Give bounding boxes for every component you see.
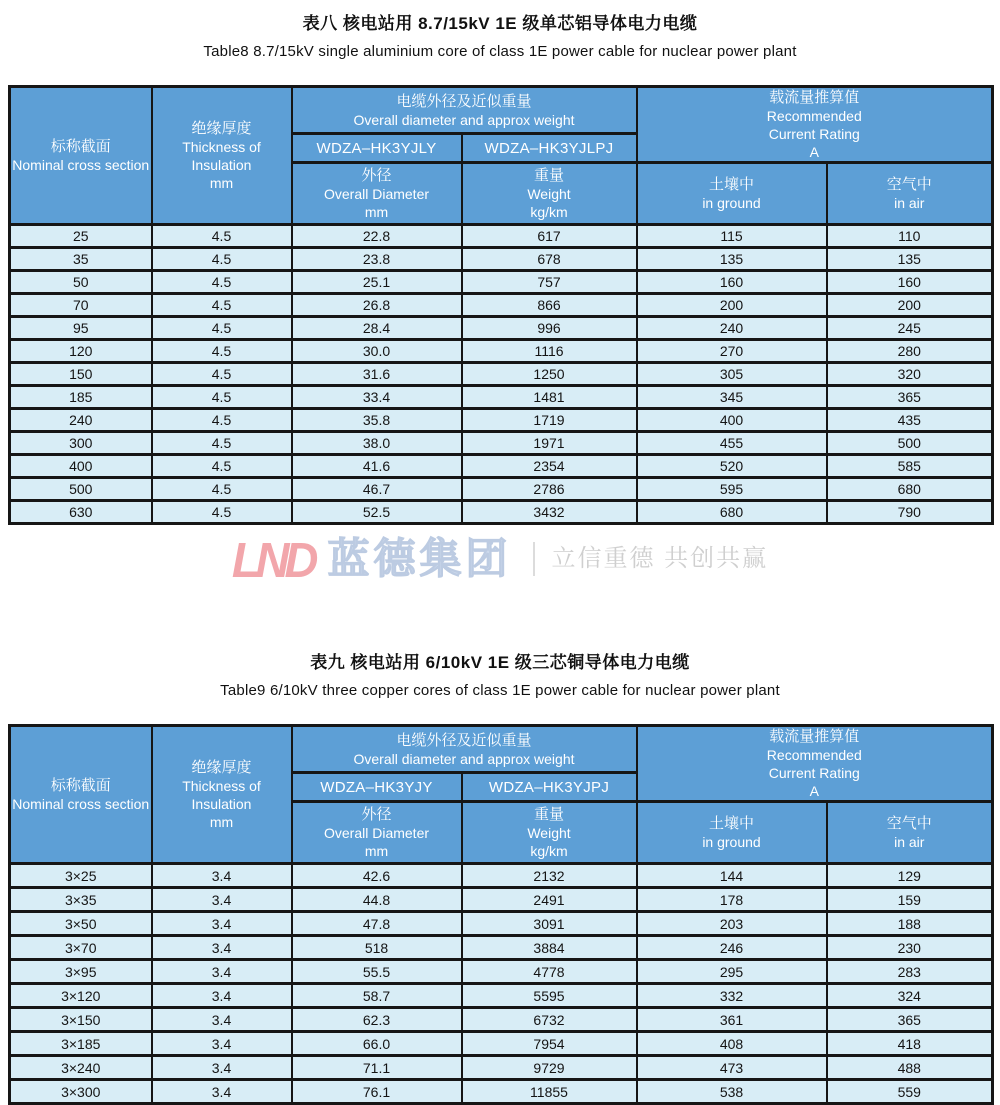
table-cell: 680 [827, 478, 993, 501]
company-logo [0, 529, 1000, 589]
table-cell: 400 [637, 409, 827, 432]
table-cell: 3×25 [10, 864, 152, 888]
table-cell: 135 [637, 248, 827, 271]
table-cell: 3.4 [152, 1080, 292, 1104]
table-cell: 11855 [462, 1080, 637, 1104]
header-diameter-en: Overall Diameter [323, 186, 430, 202]
header-diameter-weight-group [292, 726, 637, 773]
table-cell: 757 [462, 271, 637, 294]
table-cell: 50 [10, 271, 152, 294]
table-row [10, 984, 993, 1008]
header-weight-en: Weight [527, 186, 571, 202]
table-cell: 4.5 [152, 363, 292, 386]
table-cell: 246 [637, 936, 827, 960]
table-cell: 3.4 [152, 984, 292, 1008]
table-cell: 4.5 [152, 478, 292, 501]
header-weight-zh: 重量 [534, 806, 565, 823]
table-row [10, 317, 993, 340]
table-cell: 295 [637, 960, 827, 984]
table-row [10, 455, 993, 478]
header-cr-unit: A [809, 783, 819, 799]
table-cell: 790 [827, 501, 993, 524]
table-cell: 866 [462, 294, 637, 317]
table-cell: 418 [827, 1032, 993, 1056]
table-cell: 500 [10, 478, 152, 501]
table-cell: 3×240 [10, 1056, 152, 1080]
table-cell: 4.5 [152, 294, 292, 317]
table-row [10, 248, 993, 271]
table-cell: 26.8 [292, 294, 462, 317]
header-in-ground [637, 802, 827, 864]
table-cell: 2132 [462, 864, 637, 888]
header-dw-en: Overall diameter and approx weight [353, 750, 575, 767]
table-cell: 1719 [462, 409, 637, 432]
table-cell: 320 [827, 363, 993, 386]
header-in-air [827, 163, 993, 225]
header-dw-en: Overall diameter and approx weight [353, 111, 575, 128]
header-air-en: in air [894, 834, 925, 850]
table-cell: 22.8 [292, 225, 462, 248]
table-cell: 300 [10, 432, 152, 455]
table-cell: 41.6 [292, 455, 462, 478]
table9-body [10, 864, 993, 1104]
table-cell: 33.4 [292, 386, 462, 409]
table-cell: 3884 [462, 936, 637, 960]
table-cell: 31.6 [292, 363, 462, 386]
table-cell: 240 [637, 317, 827, 340]
header-air-en: in air [894, 195, 925, 211]
table-row [10, 1080, 993, 1104]
header-nominal-zh: 标称截面 [50, 138, 111, 155]
table-cell: 3.4 [152, 1032, 292, 1056]
table-cell: 3×35 [10, 888, 152, 912]
table-row [10, 386, 993, 409]
table-cell: 55.5 [292, 960, 462, 984]
table-cell: 38.0 [292, 432, 462, 455]
table8-header [10, 87, 993, 225]
table-cell: 4.5 [152, 271, 292, 294]
table-cell: 200 [637, 294, 827, 317]
table-cell: 365 [827, 1008, 993, 1032]
header-in-air [827, 802, 993, 864]
table-cell: 58.7 [292, 984, 462, 1008]
table9-title-zh: 表九 核电站用 6/10kV 1E 级三芯铜导体电力电缆 [310, 653, 690, 672]
table-row [10, 1008, 993, 1032]
table-row [10, 340, 993, 363]
company-tagline: 立信重德 共创共赢 [551, 545, 769, 572]
header-current-rating-group [637, 87, 993, 163]
header-cr-en2: Current Rating [768, 126, 860, 142]
header-insulation-thickness [152, 87, 292, 225]
table-cell: 3.4 [152, 888, 292, 912]
table-cell: 159 [827, 888, 993, 912]
table-cell: 150 [10, 363, 152, 386]
table-cell: 245 [827, 317, 993, 340]
table-cell: 365 [827, 386, 993, 409]
header-weight-zh: 重量 [534, 167, 565, 184]
header-air-zh: 空气中 [886, 815, 932, 832]
table9-title-en: Table9 6/10kV three copper cores of class 1E power cable for nuclear power plant [220, 682, 780, 699]
header-overall-diameter [292, 802, 462, 864]
logo-divider [533, 542, 535, 576]
header-diameter-zh: 外径 [361, 167, 392, 184]
header-cr-zh: 载流量推算值 [769, 89, 860, 106]
table-cell: 2491 [462, 888, 637, 912]
table-cell: 435 [827, 409, 993, 432]
table-row [10, 1032, 993, 1056]
table-cell: 280 [827, 340, 993, 363]
table-cell: 178 [637, 888, 827, 912]
table-cell: 135 [827, 248, 993, 271]
header-weight [462, 163, 637, 225]
header-insulation-zh: 绝缘厚度 [191, 120, 252, 137]
table-cell: 185 [10, 386, 152, 409]
table-cell: 3×300 [10, 1080, 152, 1104]
header-diameter-weight-group [292, 87, 637, 134]
table-cell: 28.4 [292, 317, 462, 340]
table-cell: 3.4 [152, 936, 292, 960]
table-cell: 240 [10, 409, 152, 432]
table-cell: 3×185 [10, 1032, 152, 1056]
table-cell: 595 [637, 478, 827, 501]
table-cell: 473 [637, 1056, 827, 1080]
table8-title-zh: 表八 核电站用 8.7/15kV 1E 级单芯铝导体电力电缆 [302, 14, 698, 33]
table-cell: 520 [637, 455, 827, 478]
table-cell: 3.4 [152, 864, 292, 888]
table-row [10, 225, 993, 248]
header-dw-zh: 电缆外径及近似重量 [396, 92, 532, 110]
table-cell: 3091 [462, 912, 637, 936]
table-cell: 678 [462, 248, 637, 271]
header-cr-unit: A [809, 144, 819, 160]
table9-spec-table [8, 724, 994, 1105]
header-ground-zh: 土壤中 [709, 176, 755, 193]
header-model-weight: WDZA–HK3YJLPJ [462, 134, 637, 163]
table-cell: 62.3 [292, 1008, 462, 1032]
table-cell: 95 [10, 317, 152, 340]
table-cell: 283 [827, 960, 993, 984]
table-cell: 4.5 [152, 501, 292, 524]
table-cell: 52.5 [292, 501, 462, 524]
header-diameter-en: Overall Diameter [323, 825, 430, 841]
table-cell: 71.1 [292, 1056, 462, 1080]
table-cell: 488 [827, 1056, 993, 1080]
table9-header [10, 726, 993, 864]
table-cell: 46.7 [292, 478, 462, 501]
header-model-weight: WDZA–HK3YJPJ [462, 773, 637, 802]
table-cell: 66.0 [292, 1032, 462, 1056]
header-insulation-thickness [152, 726, 292, 864]
header-model-diameter: WDZA–HK3YJLY [292, 134, 462, 163]
table-cell: 4.5 [152, 317, 292, 340]
table-cell: 400 [10, 455, 152, 478]
header-weight-unit: kg/km [530, 204, 568, 220]
table-row [10, 432, 993, 455]
table-cell: 500 [827, 432, 993, 455]
table-cell: 25 [10, 225, 152, 248]
table-cell: 4.5 [152, 455, 292, 478]
table-cell: 70 [10, 294, 152, 317]
header-model-diameter: WDZA–HK3YJY [292, 773, 462, 802]
header-insulation-unit: mm [209, 814, 234, 830]
table-cell: 4778 [462, 960, 637, 984]
table-cell: 305 [637, 363, 827, 386]
table8-body [10, 225, 993, 524]
table-cell: 4.5 [152, 340, 292, 363]
table-cell: 4.5 [152, 225, 292, 248]
header-insulation-en: Thickness of Insulation [182, 139, 261, 173]
table-cell: 76.1 [292, 1080, 462, 1104]
header-nominal-zh: 标称截面 [50, 777, 111, 794]
header-cr-en2: Current Rating [768, 765, 860, 781]
header-cr-zh: 载流量推算值 [769, 728, 860, 745]
table-cell: 23.8 [292, 248, 462, 271]
table-cell: 160 [827, 271, 993, 294]
table-row [10, 294, 993, 317]
table-cell: 3×50 [10, 912, 152, 936]
table-cell: 4.5 [152, 432, 292, 455]
table-cell: 160 [637, 271, 827, 294]
table-cell: 120 [10, 340, 152, 363]
table-cell: 559 [827, 1080, 993, 1104]
table-row [10, 501, 993, 524]
header-nominal-en: Nominal cross section [12, 157, 150, 173]
table-cell: 680 [637, 501, 827, 524]
table-row [10, 912, 993, 936]
header-cr-en1: Recommended [766, 747, 862, 763]
header-ground-en: in ground [702, 834, 761, 850]
header-current-rating-group [637, 726, 993, 802]
table-cell: 585 [827, 455, 993, 478]
header-nominal-cross-section [10, 87, 152, 225]
header-air-zh: 空气中 [886, 176, 932, 193]
table-cell: 3×150 [10, 1008, 152, 1032]
header-diameter-unit: mm [364, 843, 389, 859]
table-row [10, 409, 993, 432]
table-cell: 144 [637, 864, 827, 888]
table-row [10, 936, 993, 960]
header-overall-diameter [292, 163, 462, 225]
table-cell: 25.1 [292, 271, 462, 294]
header-diameter-zh: 外径 [361, 806, 392, 823]
table-cell: 3.4 [152, 912, 292, 936]
table-row [10, 478, 993, 501]
header-nominal-en: Nominal cross section [12, 796, 150, 812]
header-insulation-unit: mm [209, 175, 234, 191]
table-cell: 35.8 [292, 409, 462, 432]
table-row [10, 888, 993, 912]
table8-title-en: Table8 8.7/15kV single aluminium core of class 1E power cable for nuclear power plant [203, 43, 797, 60]
table-cell: 3.4 [152, 1056, 292, 1080]
company-name: 蓝德集团 [327, 535, 512, 582]
table-cell: 1250 [462, 363, 637, 386]
table-cell: 4.5 [152, 248, 292, 271]
table-cell: 4.5 [152, 386, 292, 409]
header-dw-zh: 电缆外径及近似重量 [396, 731, 532, 749]
table-cell: 4.5 [152, 409, 292, 432]
table-cell: 230 [827, 936, 993, 960]
table-cell: 332 [637, 984, 827, 1008]
table-row [10, 363, 993, 386]
table-cell: 203 [637, 912, 827, 936]
table-cell: 1116 [462, 340, 637, 363]
header-in-ground [637, 163, 827, 225]
table-cell: 3×70 [10, 936, 152, 960]
header-weight [462, 802, 637, 864]
header-diameter-unit: mm [364, 204, 389, 220]
table-cell: 47.8 [292, 912, 462, 936]
table-cell: 324 [827, 984, 993, 1008]
table-row [10, 960, 993, 984]
table-cell: 188 [827, 912, 993, 936]
table-cell: 42.6 [292, 864, 462, 888]
table-cell: 630 [10, 501, 152, 524]
header-cr-en1: Recommended [766, 108, 862, 124]
table-cell: 3×120 [10, 984, 152, 1008]
table-cell: 3.4 [152, 1008, 292, 1032]
table-cell: 3.4 [152, 960, 292, 984]
table-cell: 518 [292, 936, 462, 960]
lnd-logo-icon: LND [231, 531, 314, 587]
table-cell: 30.0 [292, 340, 462, 363]
table-cell: 44.8 [292, 888, 462, 912]
table-cell: 5595 [462, 984, 637, 1008]
table8-spec-table [8, 85, 994, 525]
table-cell: 345 [637, 386, 827, 409]
table-cell: 996 [462, 317, 637, 340]
table-row [10, 1056, 993, 1080]
table-cell: 6732 [462, 1008, 637, 1032]
table-cell: 110 [827, 225, 993, 248]
table-cell: 200 [827, 294, 993, 317]
table-cell: 3432 [462, 501, 637, 524]
header-insulation-en: Thickness of Insulation [182, 778, 261, 812]
header-weight-en: Weight [527, 825, 571, 841]
header-ground-en: in ground [702, 195, 761, 211]
table-cell: 35 [10, 248, 152, 271]
table-cell: 2354 [462, 455, 637, 478]
table-cell: 270 [637, 340, 827, 363]
header-ground-zh: 土壤中 [709, 815, 755, 832]
table-cell: 3×95 [10, 960, 152, 984]
table-row [10, 271, 993, 294]
table-row [10, 864, 993, 888]
header-insulation-zh: 绝缘厚度 [191, 759, 252, 776]
table-cell: 7954 [462, 1032, 637, 1056]
table-cell: 129 [827, 864, 993, 888]
table-cell: 2786 [462, 478, 637, 501]
table-cell: 455 [637, 432, 827, 455]
header-nominal-cross-section [10, 726, 152, 864]
table-cell: 538 [637, 1080, 827, 1104]
table-cell: 1481 [462, 386, 637, 409]
table-cell: 408 [637, 1032, 827, 1056]
header-weight-unit: kg/km [530, 843, 568, 859]
table-cell: 361 [637, 1008, 827, 1032]
table-cell: 617 [462, 225, 637, 248]
table-cell: 1971 [462, 432, 637, 455]
table-cell: 9729 [462, 1056, 637, 1080]
table-cell: 115 [637, 225, 827, 248]
